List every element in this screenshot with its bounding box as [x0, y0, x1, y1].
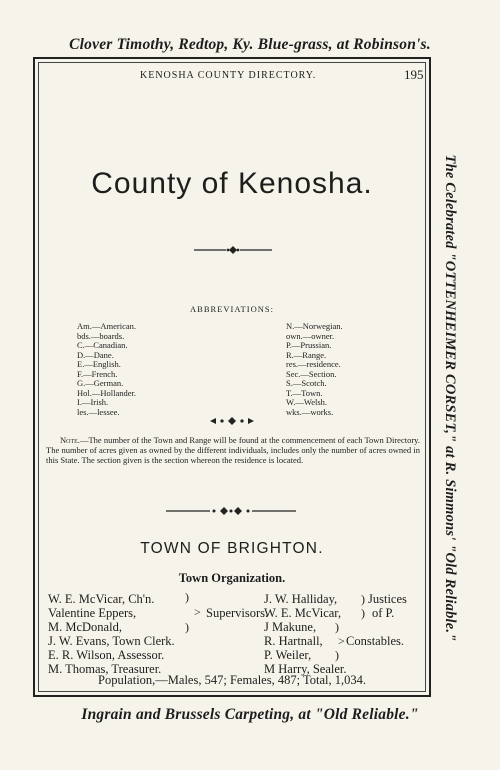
abbreviation-entry: res.—residence. — [286, 359, 341, 369]
abbreviations-left-column — [77, 322, 136, 417]
officer-sealer: M Harry, Sealer. — [264, 662, 347, 676]
running-head: KENOSHA COUNTY DIRECTORY. — [140, 70, 317, 81]
abbreviation-entry: C.—Canadian. — [77, 340, 128, 350]
abbreviation-entry: P.—Prussian. — [286, 340, 332, 350]
directory-note — [46, 436, 420, 465]
abbreviations-heading: ABBREVIATIONS: — [190, 304, 274, 314]
abbreviation-entry: N.—Norwegian. — [286, 321, 343, 331]
abbreviation-entry: S.—Scotch. — [286, 378, 327, 388]
abbreviation-entry: Am.—American. — [77, 321, 137, 331]
note-lead: Note. — [60, 435, 80, 445]
abbreviation-entry: own.—owner. — [286, 330, 335, 341]
supervisors-label: Supervisors. — [206, 606, 269, 620]
page-number: 195 — [404, 67, 424, 82]
constables-brace-mid: > — [338, 634, 345, 648]
supervisors-brace-mid: > — [194, 605, 201, 619]
justices-label: Justices — [368, 592, 407, 606]
abbreviation-entry: Hol.—Hollander. — [77, 387, 137, 398]
abbreviation-entry: bds.—boards. — [77, 330, 125, 341]
town-organization-heading: Town Organization. — [178, 571, 286, 585]
justices-label-continued: of P. — [372, 606, 395, 620]
abbreviation-entry: les.—lessee. — [77, 406, 120, 417]
abbreviation-entry: G.—German. — [77, 378, 124, 388]
constables-label: Constables. — [346, 634, 404, 648]
abbreviation-entry: wks.—works. — [286, 406, 334, 417]
officer-supervisor-chairman: W. E. McVicar, Ch'n. — [48, 592, 155, 606]
ornament-divider-bottom — [166, 506, 296, 516]
officer-justice: J. W. Halliday, — [264, 592, 338, 606]
constables-brace-top: ) — [335, 620, 339, 634]
note-text: —The number of the Town and Range will be found at the commencement of each Town Directory. The number of acres given as owned by the different individuals, includes only the number of acres owned in this State. The section given is the section whereon the residence is located. — [46, 435, 420, 465]
officer-constable: P. Weiler, — [264, 648, 312, 662]
supervisors-brace-top: ) — [185, 590, 189, 604]
officer-town-clerk: J. W. Evans, Town Clerk. — [48, 634, 175, 648]
ornament-divider-top — [194, 244, 272, 256]
abbreviation-entry: E.—English. — [77, 359, 121, 369]
abbreviation-entry: T.—Town. — [286, 387, 323, 398]
abbreviation-entry: Sec.—Section. — [286, 368, 337, 379]
top-advertisement-banner: Clover Timothy, Redtop, Ky. Blue-grass, at Robinson's. — [69, 36, 431, 53]
bottom-advertisement-banner: Ingrain and Brussels Carpeting, at "Old Reliable." — [81, 706, 419, 723]
officer-justice: W. E. McVicar, — [264, 606, 342, 620]
side-advertisement-banner: The Celebrated "OTTENHEIMER CORSET," at R. Simmons' "Old Reliable." — [442, 154, 458, 642]
officer-supervisor: M. McDonald, — [48, 620, 122, 634]
ornament-divider-middle — [208, 416, 256, 426]
officer-constable: J Makune, — [264, 620, 317, 634]
abbreviation-entry: W.—Welsh. — [286, 397, 328, 407]
supervisors-brace-bottom: ) — [185, 620, 189, 634]
officer-constable: R. Hartnall, — [264, 634, 323, 648]
justices-brace-top: ) — [361, 592, 365, 606]
officer-assessor: E. R. Wilson, Assessor. — [48, 648, 165, 662]
town-title: TOWN OF BRIGHTON. — [140, 540, 324, 557]
page-title: County of Kenosha. — [91, 167, 373, 200]
abbreviation-entry: I.—Irish. — [77, 397, 109, 407]
constables-brace-bottom: ) — [335, 648, 339, 662]
abbreviations-right-column — [286, 322, 343, 417]
justices-brace-bottom: ) — [361, 606, 365, 620]
abbreviation-entry: R.—Range. — [286, 349, 327, 360]
population-line: Population,—Males, 547; Females, 487; Total, 1,034. — [98, 673, 366, 687]
officer-treasurer: M. Thomas, Treasurer. — [48, 662, 162, 676]
abbreviation-entry: F.—French. — [77, 368, 118, 379]
officer-supervisor: Valentine Eppers, — [48, 606, 137, 620]
abbreviation-entry: D.—Dane. — [77, 349, 114, 360]
